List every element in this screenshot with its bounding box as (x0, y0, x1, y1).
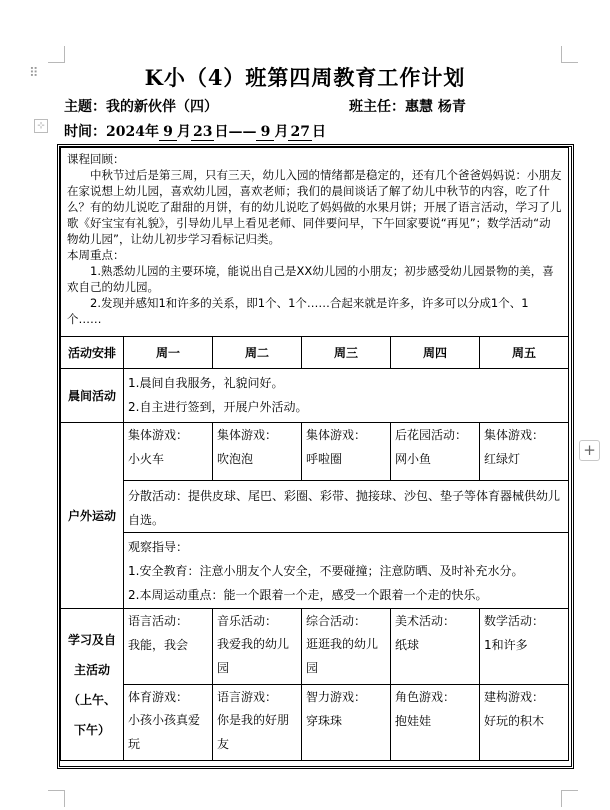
morning-line-2: 2.自主进行签到，开展户外活动。 (128, 400, 308, 414)
day-monday: 周一 (124, 337, 213, 369)
drag-handle-icon[interactable]: ⠿ (29, 66, 39, 81)
morning-content (124, 369, 569, 423)
theme-label: 主题： (64, 99, 106, 115)
activity-name: 你是我的好朋友 (217, 713, 290, 751)
activity-name: 我能，我会 (128, 638, 189, 652)
activity-type: 语言活动： (128, 614, 189, 628)
time-label: 时间： (64, 124, 106, 140)
observe-line-2: 2.本周运动重点：能一个跟着一个走，感受一个跟着一个走的快乐。 (128, 588, 488, 602)
month-unit: 月 (176, 124, 191, 140)
activity-name: 抱娃娃 (395, 714, 432, 728)
activity-type: 智力游戏： (306, 690, 367, 704)
activity-type: 音乐活动： (217, 614, 278, 628)
add-column-button[interactable]: + (579, 440, 600, 461)
activity-type: 建构游戏： (484, 690, 545, 704)
learning-fri-1 (480, 609, 569, 685)
day-unit: 日 (311, 124, 326, 140)
learning-label-line: 主活动 (73, 662, 110, 677)
day-friday: 周五 (480, 337, 569, 369)
game-name: 网小鱼 (395, 452, 432, 466)
day-thursday: 周四 (391, 337, 480, 369)
plan-table (60, 147, 569, 761)
time-day-end: 27 (290, 124, 310, 140)
focus-item-2: 2.发现并感知1和许多的关系，即1个、1个……合起来就是许多，许多可以分成1个、1个…… (67, 296, 529, 326)
time-year: 2024 (106, 124, 145, 140)
outdoor-label: 户外运动 (61, 423, 124, 609)
observe-heading: 观察指导： (128, 540, 189, 554)
learning-label-line: 下午） (73, 722, 110, 737)
learning-mon-2 (124, 685, 213, 761)
learning-mon-1 (124, 609, 213, 685)
page-title: K小（4）班第四周教育工作计划 (144, 65, 466, 90)
activity-name: 1和许多 (484, 638, 528, 652)
activity-type: 数学活动： (484, 614, 545, 628)
theme-value: 我的新伙伴（四） (106, 99, 218, 115)
game-name: 小火车 (128, 452, 165, 466)
outdoor-game-thu (391, 423, 480, 481)
game-type: 后花园活动： (395, 428, 468, 442)
review-cell (61, 148, 569, 337)
year-unit: 年 (144, 124, 159, 140)
learning-thu-2 (391, 685, 480, 761)
outdoor-game-wed (302, 423, 391, 481)
teacher-line (349, 96, 466, 116)
activity-type: 语言游戏： (217, 690, 278, 704)
learning-label-line: （上午、 (67, 692, 116, 707)
page-corner-mark (561, 790, 578, 807)
day-tuesday: 周二 (213, 337, 302, 369)
outdoor-game-tue (213, 423, 302, 481)
teacher-value: 惠慧 杨青 (405, 99, 466, 115)
activity-name: 逛逛我的幼儿园 (306, 637, 379, 675)
learning-thu-1 (391, 609, 480, 685)
activity-type: 体育游戏： (128, 690, 189, 704)
page-corner-mark (48, 790, 65, 807)
page-corner-mark (48, 46, 65, 63)
morning-line-1: 1.晨间自我服务，礼貌问好。 (128, 376, 284, 390)
activity-type: 美术活动： (395, 614, 456, 628)
review-paragraph: 中秋节过后是第三周，只有三天，幼儿入园的情绪都是稳定的，还有几个爸爸妈妈说：小朋友在家说想上幼儿园，喜欢幼儿园，喜欢老师；我们的晨间谈话了解了幼儿中秋节的内容，吃了什么？有的幼儿说吃了甜甜的月饼，有的幼儿说吃了妈妈做的水果月饼；开展了语言活动，学习了儿歌《好宝宝有礼貌》，引导幼儿早上看见老师、同伴要问早，下午回家要说“再见”；数学活动“动物幼儿园”，让幼儿初步学习看标记归类。 (67, 168, 562, 246)
learning-tue-1 (213, 609, 302, 685)
theme-line (64, 96, 218, 116)
outdoor-scatter-cell (124, 481, 569, 533)
focus-item-1: 1.熟悉幼儿园的主要环境，能说出自己是XX幼儿园的小朋友；初步感受幼儿园景物的美，喜欢自己的幼儿园。 (67, 264, 554, 294)
time-line (64, 121, 326, 141)
activity-name: 纸球 (395, 638, 420, 652)
day-unit: 日 (214, 124, 229, 140)
activity-name: 穿珠珠 (306, 714, 343, 728)
learning-wed-2 (302, 685, 391, 761)
activity-name: 小孩小孩真爱玩 (128, 713, 201, 751)
game-name: 呼啦圈 (306, 452, 343, 466)
month-unit: 月 (274, 124, 289, 140)
time-month-end: 9 (256, 125, 274, 141)
review-heading: 课程回顾： (67, 152, 125, 166)
activity-type: 角色游戏： (395, 690, 456, 704)
outdoor-game-fri (480, 423, 569, 481)
game-type: 集体游戏： (128, 428, 189, 442)
game-name: 吹泡泡 (217, 452, 254, 466)
activity-header: 活动安排 (61, 337, 124, 369)
game-type: 集体游戏： (484, 428, 545, 442)
activity-type: 综合活动： (306, 614, 367, 628)
learning-label (61, 609, 124, 761)
day-wednesday: 周三 (302, 337, 391, 369)
activity-name: 好玩的积木 (484, 714, 545, 728)
observe-line-1: 1.安全教育：注意小朋友个人安全，不要碰撞；注意防晒、及时补充水分。 (128, 564, 524, 578)
outdoor-game-mon (124, 423, 213, 481)
teacher-label: 班主任： (349, 99, 405, 115)
learning-fri-2 (480, 685, 569, 761)
outdoor-scatter-text: 分散活动：提供皮球、尾巴、彩圈、彩带、抛接球、沙包、垫子等体育器械供幼儿自选。 (128, 489, 561, 527)
page-corner-mark (561, 46, 578, 63)
game-type: 集体游戏： (306, 428, 367, 442)
time-month-start: 9 (159, 125, 177, 141)
game-type: 集体游戏： (217, 428, 278, 442)
game-name: 红绿灯 (484, 452, 521, 466)
table-move-handle-icon[interactable]: ⊹ (34, 119, 48, 133)
time-separator: —— (228, 124, 257, 140)
learning-wed-1 (302, 609, 391, 685)
learning-tue-2 (213, 685, 302, 761)
outdoor-observe-cell (124, 533, 569, 609)
focus-heading: 本周重点： (67, 248, 125, 262)
morning-label: 晨间活动 (61, 369, 124, 423)
learning-label-line: 学习及自 (67, 632, 116, 647)
activity-name: 我爱我的幼儿园 (217, 637, 290, 675)
time-day-start: 23 (192, 124, 213, 140)
